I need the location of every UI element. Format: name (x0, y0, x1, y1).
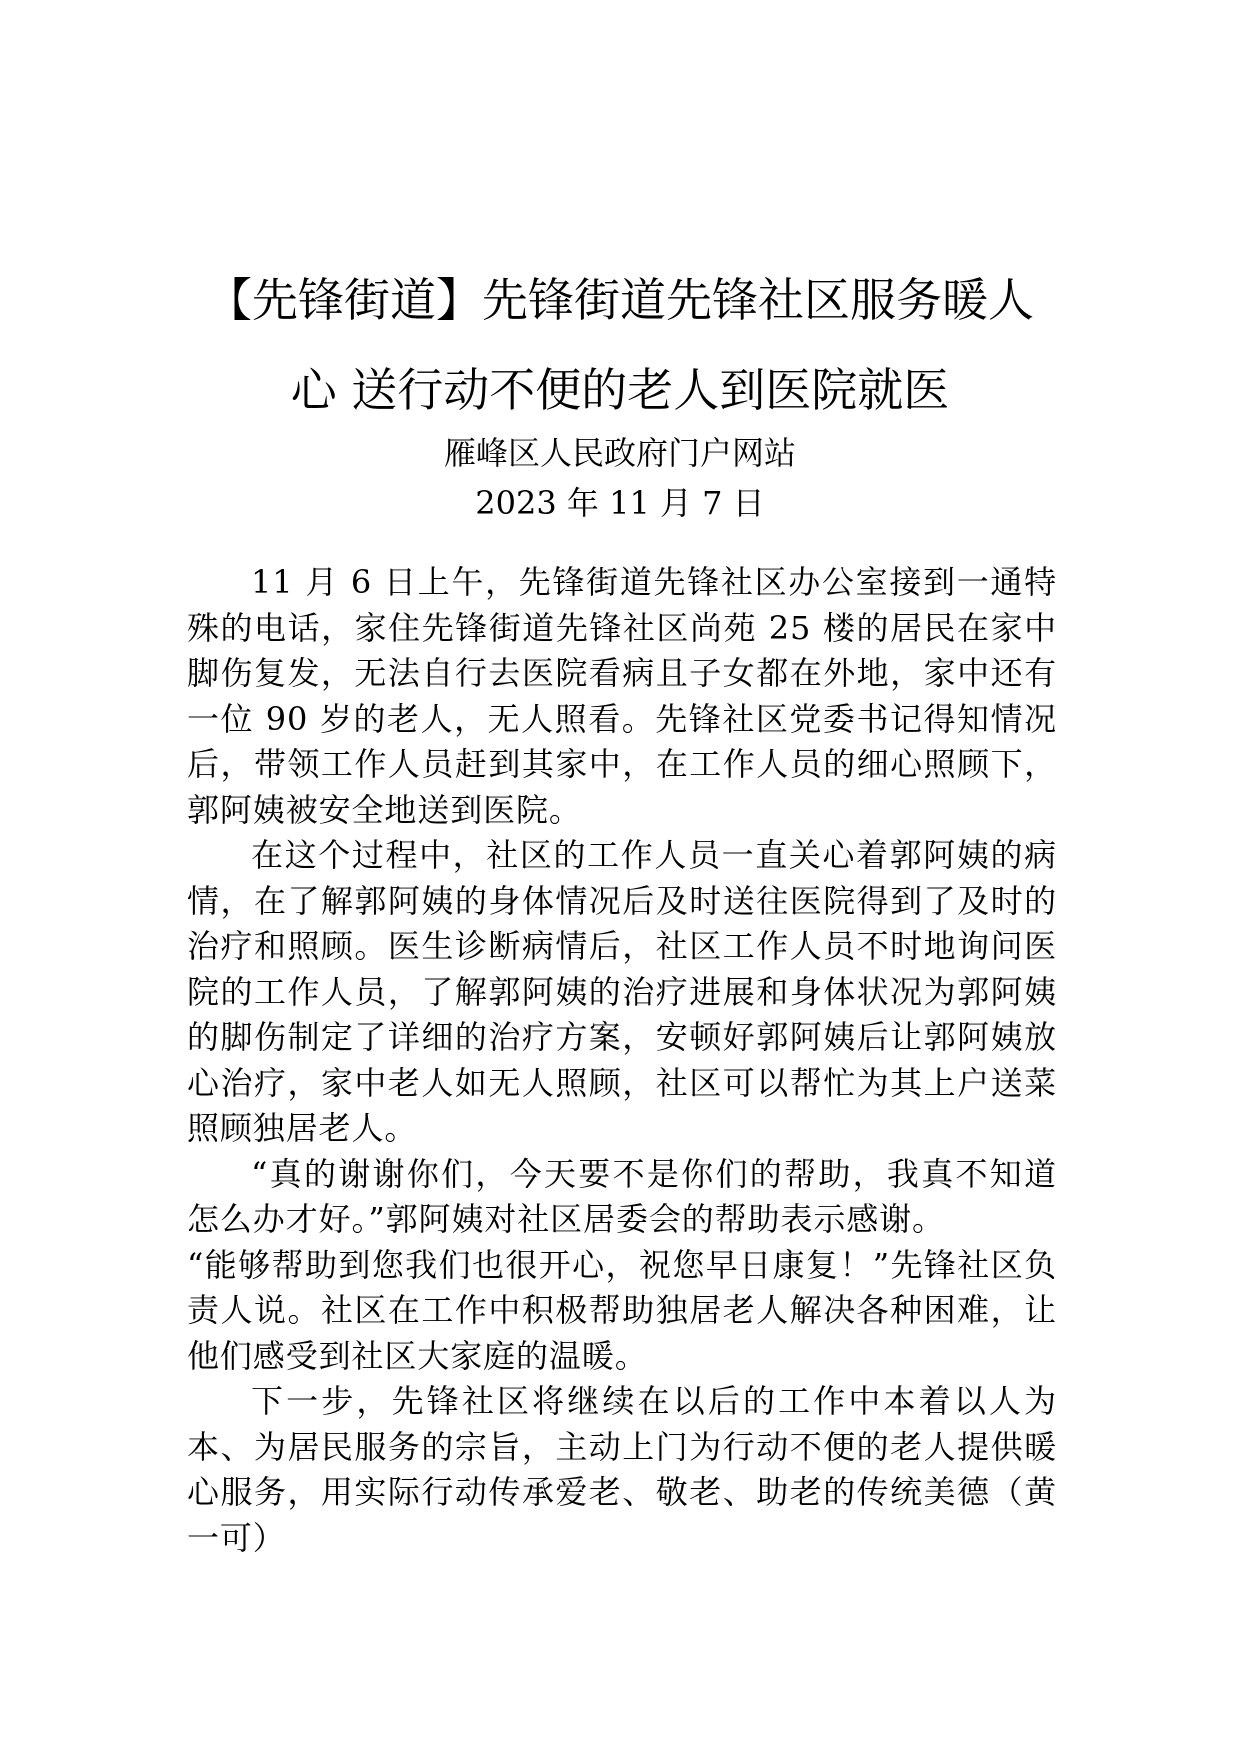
article-source: 雁峰区人民政府门户网站 (443, 434, 796, 472)
article-title (150, 255, 1090, 435)
paragraph-1: 11 月 6 日上午，先锋街道先锋社区办公室接到一通特殊的电话，家住先锋街道先锋社区尚苑 25 楼的居民在家中脚伤复发，无法自行去医院看病且子女都在外地，家中还有一位 90 岁的老人，无人照看。先锋社区党委书记得知情况后，带领工作人员赶到其家中，在工作人员的细心照顾下，郭阿姨被安全地送到医院。 (187, 563, 1057, 829)
paragraph-2: 在这个过程中，社区的工作人员一直关心着郭阿姨的病情，在了解郭阿姨的身体情况后及时送往医院得到了及时的治疗和照顾。医生诊断病情后，社区工作人员不时地询问医院的工作人员，了解郭阿姨的治疗进展和身体状况为郭阿姨的脚伤制定了详细的治疗方案，安顿好郭阿姨后让郭阿姨放心治疗，家中老人如无人照顾，社区可以帮忙为其上户送菜照顾独居老人。 (187, 836, 1057, 1147)
paragraph-5: 下一步，先锋社区将继续在以后的工作中本着以人为本、为居民服务的宗旨，主动上门为行动不便的老人提供暖心服务，用实际行动传承爱老、敬老、助老的传统美德（黄一可） (187, 1382, 1057, 1557)
article-body (187, 560, 1057, 1561)
article-meta (150, 428, 1090, 528)
paragraph-4-quote: “能够帮助到您我们也很开心，祝您早日康复！”先锋社区负责人说。社区在工作中积极帮助独居老人解决各种困难，让他们感受到社区大家庭的温暖。 (187, 1245, 1057, 1375)
article-title-line-2: 心 送行动不便的老人到医院就医 (290, 363, 950, 417)
article-date: 2023 年 11 月 7 日 (475, 484, 765, 522)
paragraph-3-quote: “真的谢谢你们，今天要不是你们的帮助，我真不知道怎么办才好。”郭阿姨对社区居委会的帮助表示感谢。 (187, 1154, 1057, 1238)
article-title-line-1: 【先锋街道】先锋街道先锋社区服务暖人 (206, 273, 1034, 327)
